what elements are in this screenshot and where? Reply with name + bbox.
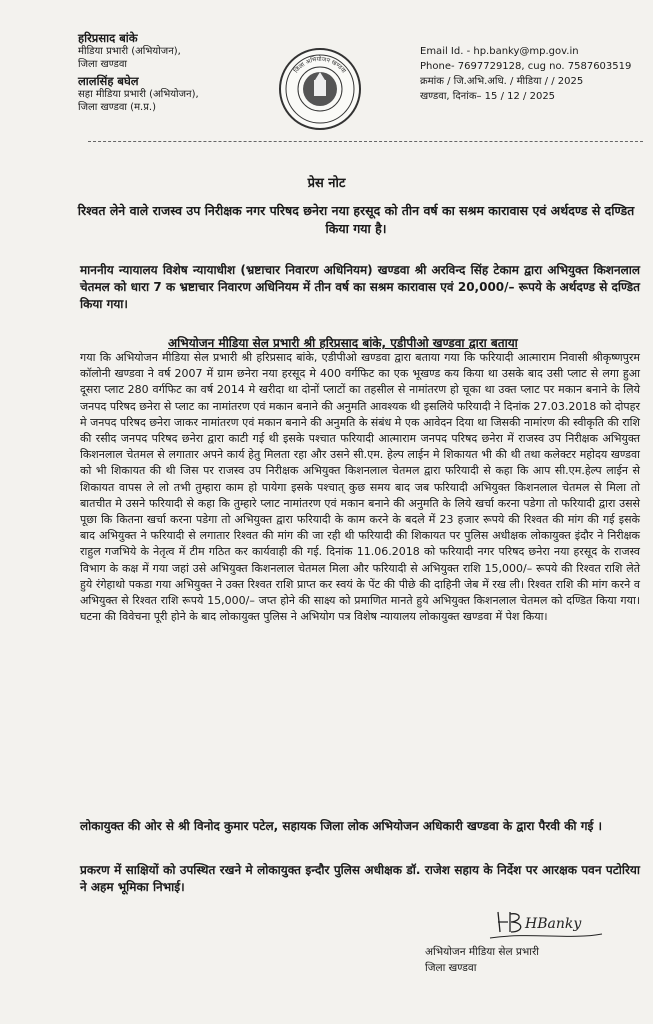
sender-role-1: मीडिया प्रभारी (अभियोजन), [78, 46, 181, 57]
contact-email: Email Id. - hp.banky@mp.gov.in [420, 46, 579, 57]
office-seal-logo [279, 48, 361, 130]
signature-role: अभियोजन मीडिया सेल प्रभारी [425, 946, 540, 958]
signature-text: HBanky [525, 916, 582, 932]
sender-block [78, 32, 248, 114]
paragraph-prosecution: लोकायुक्त की ओर से श्री विनोद कुमार पटेल, सहायक जिला लोक अभियोजन अधिकारी खण्डवा के द्वारा पैरवी की गई । [80, 819, 603, 833]
page-title: प्रेस नोट [307, 176, 346, 191]
svg-text:जिला अभियोजन खण्डवा [292, 55, 347, 75]
contact-block [420, 44, 640, 104]
sender-place-2: जिला खण्डवा (म.प्र.) [78, 102, 156, 113]
headline: रिश्वत लेने वाले राजस्व उप निरीक्षक नगर परिषद छनेरा नया हरसूद को तीन वर्ष का सश्रम कारावास एवं अर्थदण्ड से दण्डित किया गया है। [77, 203, 635, 236]
seal-text: जिला अभियोजन खण्डवा [292, 55, 348, 75]
paragraph-verdict: माननीय न्यायालय विशेष न्यायाधीश (भ्रष्टाचार निवारण अधिनियम) खण्डवा श्री अरविन्द सिंह टेकाम द्वारा अभियुक्त किशनलाल चेतमल को धारा 7 क भ्रष्टाचार निवारण अधिनियम में तीन वर्ष का सश्रम कारावास एवं 20,000/– रूपये के अर्थदण्ड से दण्डित किया गया। [80, 263, 640, 311]
sender-name-2: लालसिंह बघेल [78, 74, 139, 88]
sender-role-2: सहा मीडिया प्रभारी (अभियोजन), [78, 89, 199, 100]
header-divider [88, 141, 643, 142]
sender-place-1: जिला खण्डवा [78, 59, 127, 70]
reference-number: क्रमांक / जि.अभि.अधि. / मीडिया / / 2025 [420, 76, 584, 87]
issue-date: खण्डवा, दिनांक– 15 / 12 / 2025 [420, 91, 556, 102]
sender-name-1: हरिप्रसाद बांके [78, 31, 138, 45]
contact-phone: Phone- 7697729128, cug no. 7587603519 [420, 61, 632, 72]
signature-icon [470, 906, 610, 942]
paragraph-case-details: गया कि अभियोजन मीडिया सेल प्रभारी श्री हरिप्रसाद बांके, एडीपीओ खण्डवा द्वारा बताया गया कि फरियादी आत्माराम निवासी श्रीकृष्णपुरम कॉलोनी खण्डवा ने वर्ष 2007 में ग्राम छनेरा नया हरसूद मे 400 वर्गफिट का एक भूखण्ड कय किया था उसके बाद उसी प्लाट से लगा हुआ दूसरा प्लाट 280 वर्गफिट का वर्ष 2014 मे खरीदा था दोनों प्लाटों का तहसील से नामांतरण हो चूका था उक्त प्लाट पर मकान बनाने के लिये जनपद परिषद छनेरा से प्लाट का नामांतरण एवं मकान बनाने की अनुमति आवश्यक थी इसलिये फरियादी ने दिनांक 27.03.2018 को दोपहर मे जनपद परिषद छनेरा जाकर नामांतरण एवं मकान बनाने की अनुमति के संबंध मे एक आवेदन दिया था जिसकी नामांरण की स्वीकृति की राशि की रसीद जनपद परिषद छनेरा द्वारा काटी गई थी इसके पश्चात फरियादी आत्माराम जनपद परिषद छनेरा में राजस्व उप निरीक्षक अभियुक्त किशनलाल चेतमल से लगातार अपने कार्य हेतु मिलता रहा और उसने सी.एम. हेल्प लाईन मे शिकायत भी की थी तथा कलेक्टर महोदय खण्डवा को भी शिकायत की थी जिस पर राजस्व उप निरीक्षक अभियुक्त किशनलाल चेतमल द्वारा फरियादी से कहा कि आप सी.एम.हेल्प लाईन से शिकायत वापस ले लो तभी तुम्हारा काम हो पायेगा इसके पश्चात् कुछ समय बाद जब फरियादी अभियुक्त किशनलाल चेतमल से मिला तो बातचीत मे उसने फरियादी से कहा कि तुम्हारे प्लाट नामांतरण एवं मकान बनाने की अनुमति के लिये खर्चा करना पडेगा तो फरियादी द्वारा उससे पूछा कि कितना खर्चा करना पडेगा तो अभियुक्त द्वारा फरियादी के काम करने के बदले में 23 हजार रूपये की रिश्वत की मांग की गई इसके बाद अभियुक्त ने फरियादी से लगातार रिश्वत की मांग की जा रही थी फरियादी की शिकायत पर पुलिस अधीक्षक लोकायुक्त इंदौर ने निरीक्षक राहुल गजभिये के नेतृत्व में टीम गठित कर कार्यवाही की गई. दिनांक 11.06.2018 को फरियादी नगर परिषद छनेरा नया हरसूद के राजस्व विभाग के कक्ष में गया जहां उसे अभियुक्त किशनलाल चेतमल मिला और फरियादी से अभियुक्त राशि 15,000/– रूपये की रिश्वत राशि लेते हुये रंगेहाथो पकडा गया अभियुक्त ने उक्त रिश्वत राशि प्राप्त कर स्वयं के पेंट की पीछे की दाहिनी जेब में रख ली। रिश्वत राशि की मांग करने व अभियुक्त से रिश्वत राशि रूपये 15,000/– जप्त होने की साक्ष्य को प्रमाणित मानते हुये अभियुक्त किशनलाल चेतमल को दण्डित किया गया। घटना की विवेचना पूरी होने के बाद लोकायुक्त पुलिस ने अभियोग पत्र विशेष न्यायालय लोकायुक्त खण्डवा में पेश किया। [80, 351, 640, 624]
signature-block [425, 944, 539, 976]
paragraph-heading: अभियोजन मीडिया सेल प्रभारी श्री हरिप्रसाद बांके, एडीपीओ खण्डवा द्वारा बताया [168, 336, 518, 350]
paragraph-acknowledgement: प्रकरण में साक्षियों को उपस्थित रखने मे लोकायुक्त इन्दौर पुलिस अधीक्षक डॉ. राजेश सहाय के निर्देश पर आरक्षक पवन पटोरिया ने अहम भूमिका निभाई। [80, 863, 640, 894]
signature-place: जिला खण्डवा [425, 962, 477, 974]
